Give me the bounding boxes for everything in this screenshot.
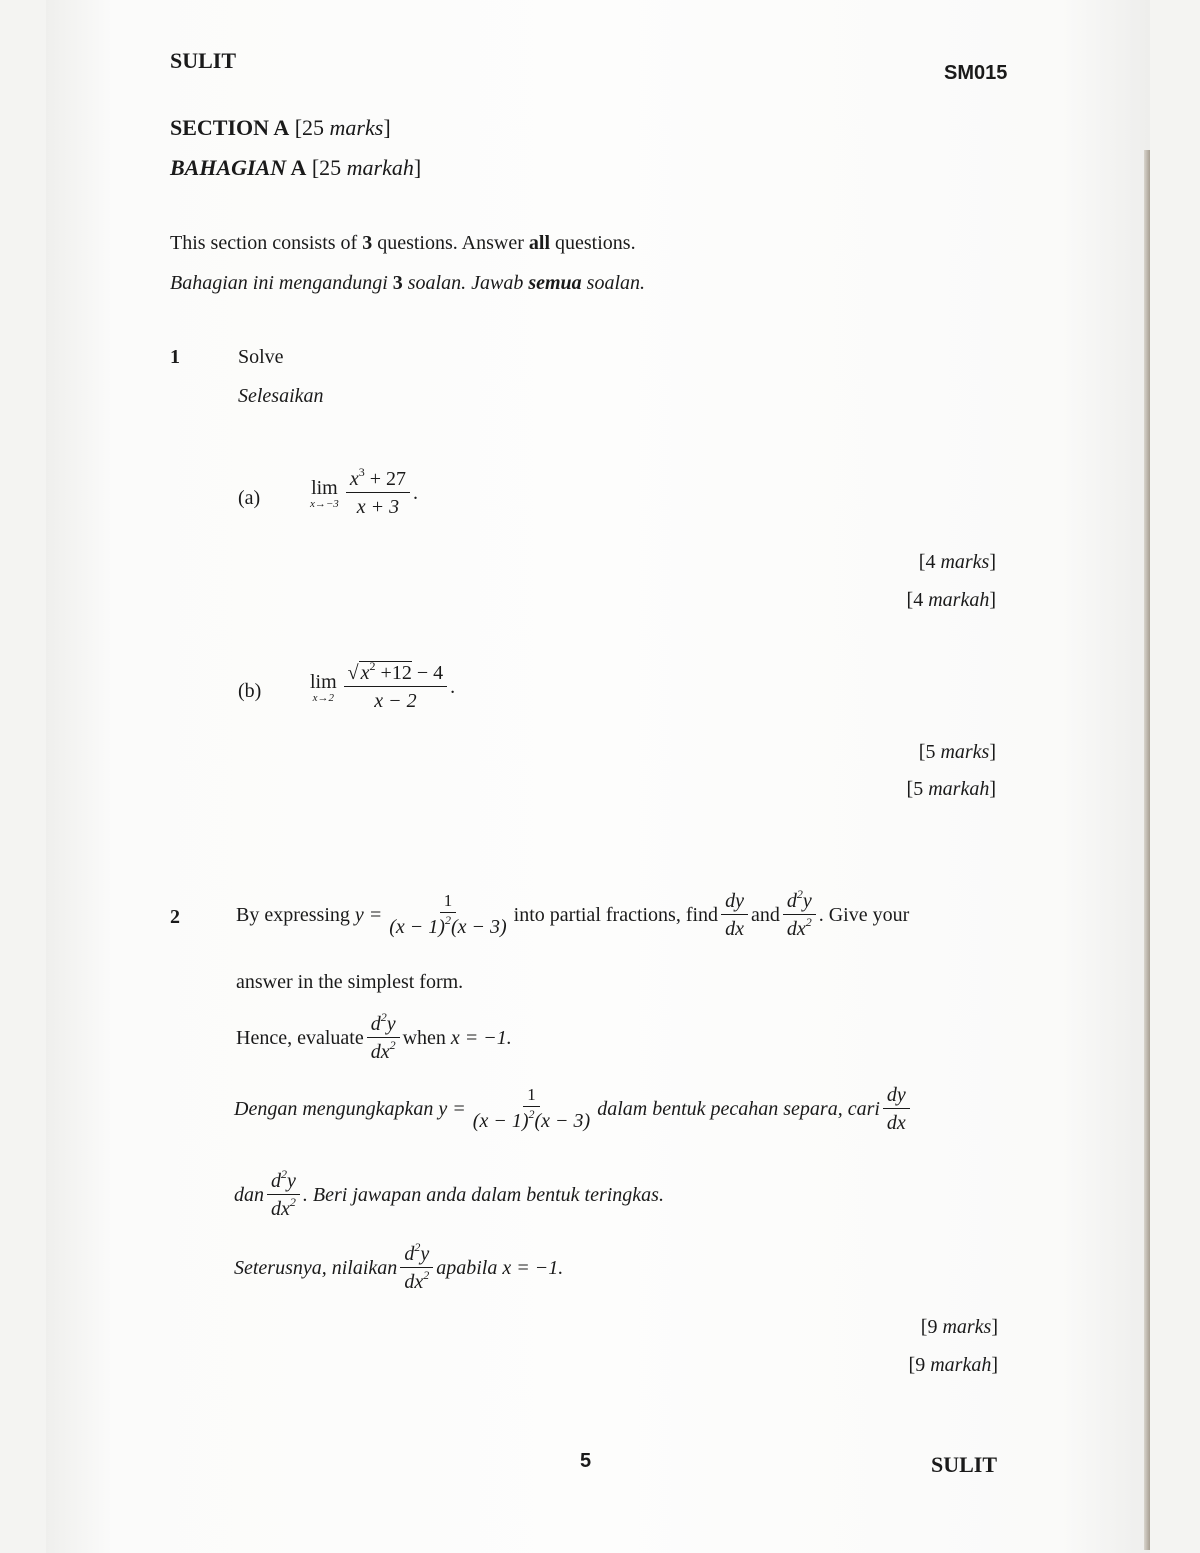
exponent: 2 [380, 1010, 387, 1024]
question-1-number: 1 [170, 346, 180, 368]
q1b-fraction [344, 659, 447, 712]
question-2-number: 2 [170, 906, 180, 928]
fraction-numerator: dy [883, 1084, 910, 1109]
marks-word: markah [928, 589, 990, 611]
fraction-denominator [367, 1038, 400, 1063]
d2y-dx2-fraction [367, 1010, 400, 1063]
intro-my-part: soalan. [581, 272, 646, 294]
marks-number: 9 [927, 1316, 943, 1338]
section-title-en-marks: [25 [289, 115, 330, 140]
fraction-denominator [469, 1107, 594, 1132]
d2y-dx2-fraction [783, 887, 816, 940]
q2-my-text: apabila [436, 1256, 498, 1279]
var-y: y [386, 1013, 396, 1035]
fraction-numerator [267, 1167, 300, 1195]
q1a-limit [310, 477, 339, 510]
section-title-en-close: ] [383, 115, 391, 140]
d2y-dx2-fraction [400, 1240, 433, 1293]
var-y: y [802, 890, 812, 912]
q2-my-line-1 [234, 1084, 913, 1134]
fraction-denominator: dx [886, 1112, 906, 1134]
var-y: y [420, 1243, 430, 1265]
den-factor: (x − 3) [534, 1110, 591, 1133]
dy-dx-fraction [883, 1084, 910, 1134]
marks-word: marks [940, 551, 990, 573]
fraction-numerator: dy [721, 890, 748, 915]
exponent: 2 [805, 915, 812, 929]
fraction-denominator [783, 915, 816, 940]
fraction-denominator: x − 2 [374, 690, 417, 712]
d: d [271, 1170, 281, 1192]
lim-subscript: x→2 [312, 691, 335, 704]
d: d [786, 890, 797, 912]
page-edge-shadow [1144, 150, 1150, 1550]
q2-my-text: dan [234, 1183, 264, 1206]
fraction-denominator [385, 913, 510, 938]
marks-number: 4 [925, 551, 941, 573]
q2-text: into partial fractions, find [513, 903, 719, 926]
sqrt-icon: √ [347, 662, 359, 684]
q2-text: By expressing [236, 903, 350, 926]
exponent: 2 [423, 1268, 430, 1282]
q1b-limit [310, 671, 337, 704]
intro-en-part: questions. [550, 232, 636, 254]
marks-word: markah [928, 778, 990, 800]
var-y: y [287, 1170, 296, 1192]
q1b-marks-en: [5 marks] [918, 741, 996, 763]
exponent: 2 [369, 659, 376, 673]
dx: dx [370, 1041, 390, 1063]
q2-text: Hence, evaluate [236, 1026, 364, 1049]
q1a-label: (a) [238, 487, 261, 509]
period: . [450, 675, 456, 698]
exponent: 2 [444, 913, 451, 928]
q2-y-equals: y = [354, 903, 383, 926]
q2-my-line-3 [234, 1240, 564, 1293]
root-rest: +12 [375, 662, 412, 684]
section-title-my-close: ] [413, 155, 422, 180]
q1a-marks-en: [4 marks] [918, 551, 996, 573]
fraction-numerator [783, 887, 816, 915]
var-x: x [349, 468, 359, 490]
d: d [404, 1243, 415, 1265]
dx: dx [271, 1198, 290, 1220]
lim-text: lim [310, 670, 337, 693]
q2-line-3 [236, 1010, 512, 1063]
q2-my-text: . Beri jawapan anda dalam bentuk teringkas. [302, 1183, 664, 1206]
fraction-numerator [367, 1010, 400, 1038]
q2-marks-en: [9 marks] [920, 1316, 998, 1338]
marks-word: markah [930, 1354, 992, 1376]
q1a-marks-my: [4 markah] [906, 589, 996, 611]
marks-number: 5 [913, 778, 929, 800]
fraction-numerator [344, 659, 447, 687]
intro-en-all: all [528, 232, 551, 254]
header-confidential: SULIT [170, 48, 237, 73]
q2-line-2: answer in the simplest form. [236, 971, 464, 993]
exponent: 2 [281, 1167, 287, 1181]
q2-my-text: Seterusnya, nilaikan [234, 1256, 398, 1279]
den-factor: (x − 1) [472, 1110, 529, 1133]
q2-text: and [750, 903, 780, 926]
period: . [412, 481, 418, 504]
section-title-en [170, 115, 391, 141]
q2-my-text: Dengan mengungkapkan [234, 1097, 434, 1120]
footer-confidential: SULIT [931, 1452, 998, 1477]
q2-text: when [402, 1026, 446, 1049]
marks-number: 5 [925, 741, 941, 763]
numerator-rest: + 27 [364, 468, 406, 490]
fraction-denominator [267, 1195, 300, 1220]
fraction-numerator: 1 [523, 1086, 540, 1108]
dy-dx-fraction [721, 890, 748, 940]
den-factor: (x − 1) [389, 916, 445, 939]
intro-my-count: 3 [392, 272, 403, 294]
lim-subscript: x→−3 [310, 497, 339, 510]
question-1-prompt-my: Selesaikan [238, 385, 324, 407]
q1a-expression [310, 465, 418, 518]
intro-my-part: soalan. Jawab [402, 272, 529, 294]
fraction-denominator [400, 1268, 433, 1293]
section-title-my [170, 155, 421, 181]
q2-condition: x = −1. [450, 1026, 512, 1049]
q1b-marks-my: [5 markah] [906, 778, 996, 800]
dx: dx [404, 1271, 424, 1293]
marks-word: marks [940, 741, 990, 763]
intro-my-semua: semua [528, 272, 582, 294]
q2-condition: x = −1. [502, 1256, 564, 1279]
q2-line-1 [236, 887, 910, 940]
q1b-expression [310, 659, 456, 712]
exponent: 3 [358, 465, 365, 479]
dx: dx [786, 918, 806, 940]
question-1-prompt-en: Solve [238, 346, 284, 368]
var-x: x [360, 662, 370, 684]
exponent: 2 [528, 1107, 535, 1122]
marks-number: 4 [913, 589, 929, 611]
fraction-numerator [400, 1240, 433, 1268]
page-number: 5 [580, 1450, 592, 1472]
intro-en-part: This section consists of [170, 232, 363, 254]
q2-fraction [385, 892, 510, 939]
exponent: 2 [796, 887, 803, 901]
den-factor: (x − 3) [450, 916, 507, 939]
fraction-numerator [346, 465, 410, 493]
fraction-denominator: dx [725, 918, 744, 940]
q2-my-fraction [469, 1086, 594, 1133]
exponent: 2 [414, 1240, 421, 1254]
section-title-en-bold: SECTION A [170, 115, 290, 140]
section-title-my-marks-word: markah [346, 155, 414, 180]
q2-my-line-2 [234, 1167, 664, 1220]
q2-my-text: dalam bentuk pecahan separa, cari [597, 1097, 880, 1120]
lim-text: lim [311, 476, 338, 499]
header-course-code: SM015 [944, 62, 1008, 84]
d: d [370, 1013, 381, 1035]
section-intro-en [170, 232, 636, 255]
intro-my-part: Bahagian ini mengandungi [170, 272, 393, 294]
exponent: 2 [289, 1195, 296, 1209]
d2y-dx2-fraction [267, 1167, 300, 1220]
section-title-en-marks-word: marks [329, 115, 384, 140]
q2-y-equals: y = [438, 1097, 466, 1120]
q1b-label: (b) [238, 680, 262, 702]
exponent: 2 [389, 1038, 396, 1052]
section-title-my-letter: A [286, 155, 307, 180]
section-title-my-bold: BAHAGIAN [170, 155, 287, 180]
q2-marks-my: [9 markah] [908, 1354, 998, 1376]
intro-en-part: questions. Answer [372, 232, 529, 254]
fraction-denominator: x + 3 [356, 496, 400, 518]
q1a-fraction [346, 465, 410, 518]
section-title-my-marks: [25 [306, 155, 347, 180]
intro-en-count: 3 [362, 232, 373, 254]
marks-number: 9 [915, 1354, 931, 1376]
q2-text: . Give your [818, 903, 910, 926]
fraction-numerator: 1 [440, 892, 457, 914]
numerator-rest: − 4 [411, 662, 444, 684]
section-intro-my [170, 272, 645, 295]
marks-word: marks [942, 1316, 992, 1338]
